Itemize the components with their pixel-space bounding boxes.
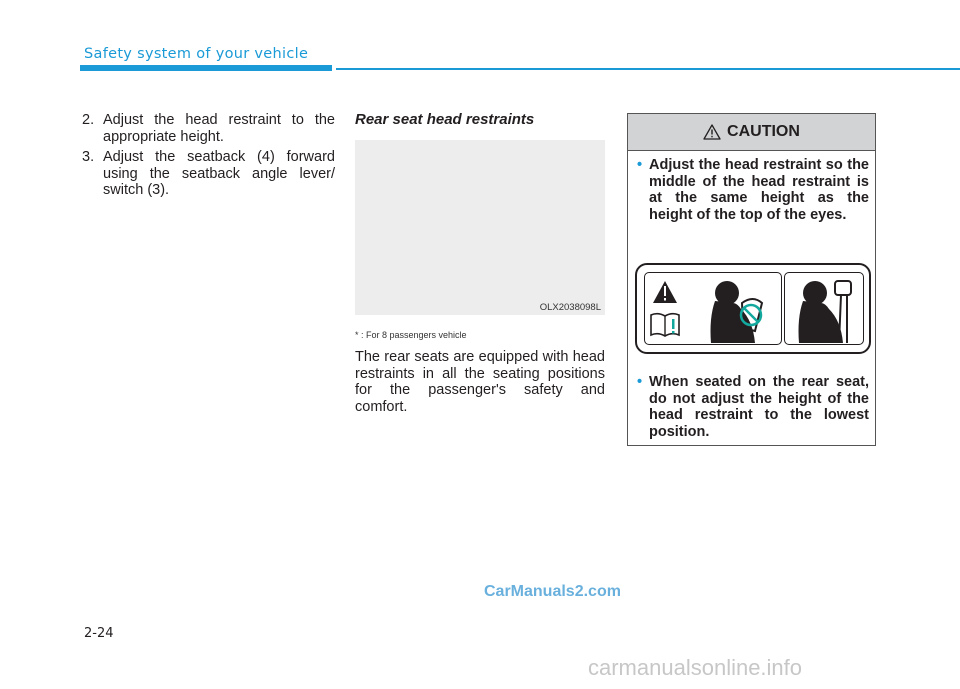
watermark-bottom[interactable]: carmanualsonline.info: [588, 655, 803, 680]
correct-position-panel: [784, 272, 864, 345]
section-title: Safety system of your vehicle: [84, 46, 309, 62]
rear-seat-heading: Rear seat head restraints: [355, 111, 535, 128]
caution-illustration: [635, 263, 871, 354]
caution-title: CAUTION: [727, 123, 800, 140]
watermark-top[interactable]: CarManuals2.com: [484, 583, 621, 600]
step-item: [82, 112, 335, 145]
bullet-icon: •: [637, 374, 643, 390]
bullet-icon: •: [637, 157, 643, 173]
caution-header: [628, 114, 875, 151]
step-number: 2.: [82, 112, 95, 128]
steps-list: [82, 112, 335, 203]
step-number: 3.: [82, 149, 95, 165]
step-text: Adjust the head restraint to the appropriate height.: [103, 112, 335, 145]
rear-seat-paragraph: The rear seats are equipped with head restraints in all the seating positions for the passenger's safety and comfort.: [355, 349, 605, 415]
caution-item-text: Adjust the head restraint so the middle of the head restraint is at the same height as the height of the top of the eyes.: [649, 157, 869, 223]
figure-code: OLX2038098L: [539, 302, 601, 313]
correct-position-icon: [785, 273, 862, 343]
caution-box: [627, 113, 876, 446]
warning-pictogram-panel: [644, 272, 782, 345]
page-number: 2-24: [84, 626, 114, 641]
step-item: [82, 149, 335, 199]
step-text: Adjust the seatback (4) forward using the seatback angle lever/ switch (3).: [103, 149, 335, 198]
header-rule-thin: [336, 68, 960, 70]
caution-item: [637, 374, 869, 440]
header-rule-thick: [80, 65, 332, 71]
incorrect-position-icon: [645, 273, 780, 343]
caution-item-text: When seated on the rear seat, do not adjust the height of the head restraint to the lowest position.: [649, 374, 869, 440]
warning-triangle-icon: [703, 124, 721, 140]
rear-seat-figure: [355, 140, 605, 315]
footnote: * : For 8 passengers vehicle: [355, 330, 467, 340]
caution-item: [637, 157, 869, 223]
